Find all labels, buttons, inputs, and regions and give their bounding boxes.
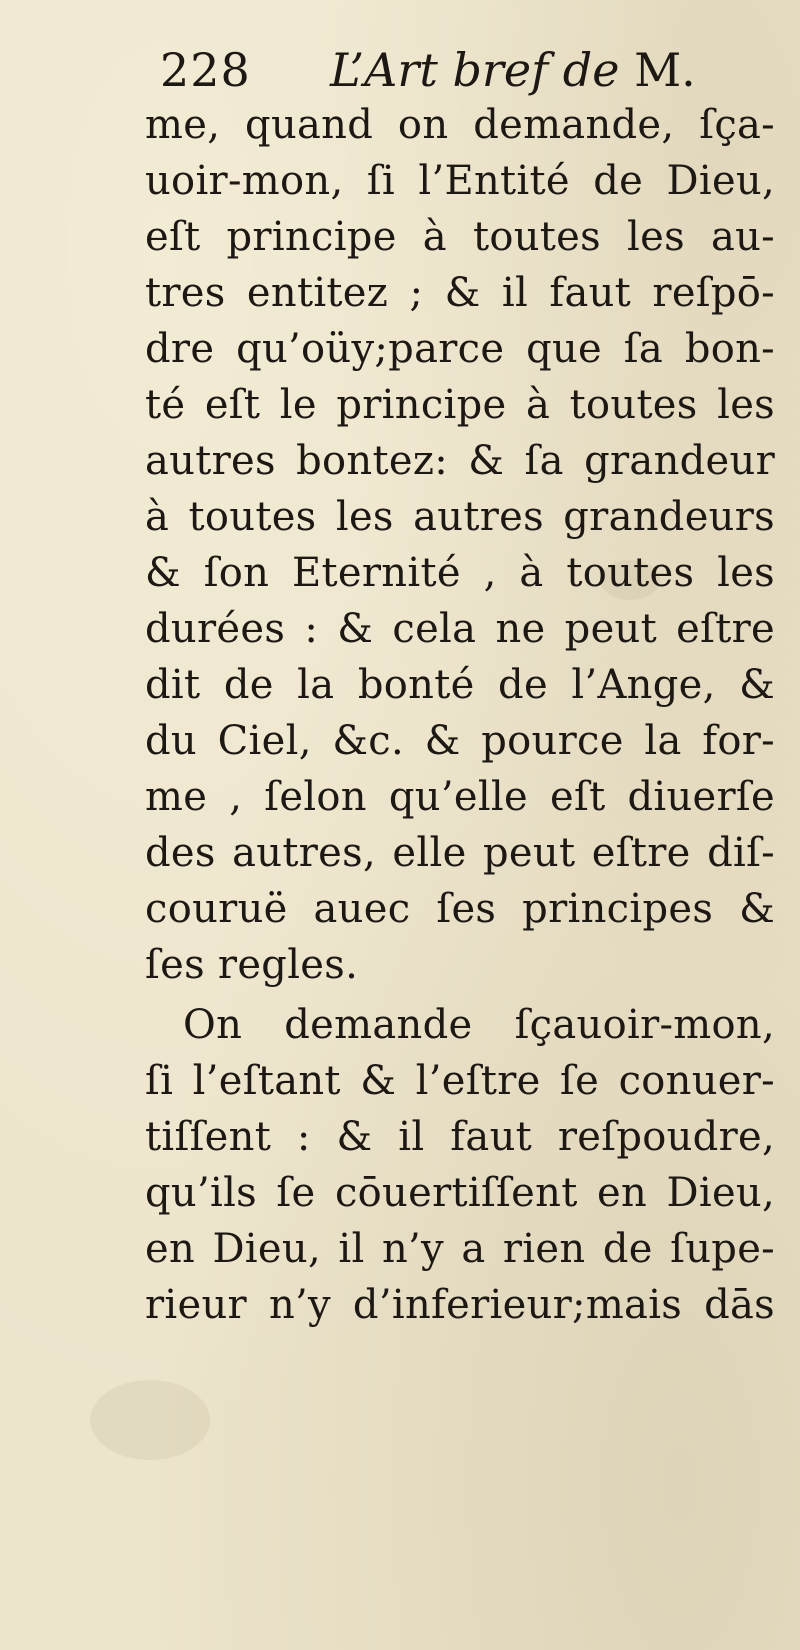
- text-line: té eſt le principe à toutes les: [145, 382, 775, 428]
- text-line: dit de la bonté de l’Ange, &: [145, 662, 775, 708]
- running-head-title: L’Art bref de: [330, 43, 635, 97]
- text-line: durées : & cela ne peut eſtre: [145, 606, 775, 652]
- text-line: des autres, elle peut eſtre diſ-: [145, 830, 775, 876]
- running-head-initial: M.: [634, 43, 696, 97]
- text-line: couruë auec ſes principes &: [145, 886, 775, 932]
- page-number: 228: [160, 43, 251, 97]
- text-line: qu’ils ſe cōuertiſſent en Dieu,: [145, 1170, 775, 1216]
- text-line: dre qu’oüy;parce que ſa bon-: [145, 326, 775, 372]
- paragraph: [145, 97, 775, 993]
- text-line: & ſon Eternité , à toutes les: [145, 550, 775, 596]
- text-line: uoir-mon, ſi l’Entité de Dieu,: [145, 158, 775, 204]
- text-line: à toutes les autres grandeurs: [145, 494, 775, 540]
- page-header: [160, 38, 740, 102]
- text-line: ſes regles.: [145, 942, 359, 988]
- text-line: eſt principe à toutes les au-: [145, 214, 775, 260]
- text-line: du Ciel, &c. & pource la for-: [145, 718, 775, 764]
- text-line: tiſſent : & il faut reſpoudre,: [145, 1114, 775, 1160]
- text-line: ſi l’eſtant & l’eſtre ſe conuer-: [145, 1058, 775, 1104]
- paragraph: [145, 997, 775, 1333]
- text-line: autres bontez: & ſa grandeur: [145, 438, 775, 484]
- paper-stain: [90, 1380, 210, 1460]
- text-line: me , ſelon qu’elle eſt diuerſe: [145, 774, 775, 820]
- text-line: rieur n’y d’inferieur;mais dās: [145, 1282, 775, 1328]
- running-head: [330, 38, 696, 102]
- body-text: [145, 97, 775, 1333]
- text-line: tres entitez ; & il faut reſpō-: [145, 270, 775, 316]
- text-line: On demande ſçauoir-mon,: [183, 1002, 775, 1048]
- text-line: en Dieu, il n’y a rien de ſupe-: [145, 1226, 775, 1272]
- text-line: me, quand on demande, ſça-: [145, 102, 775, 148]
